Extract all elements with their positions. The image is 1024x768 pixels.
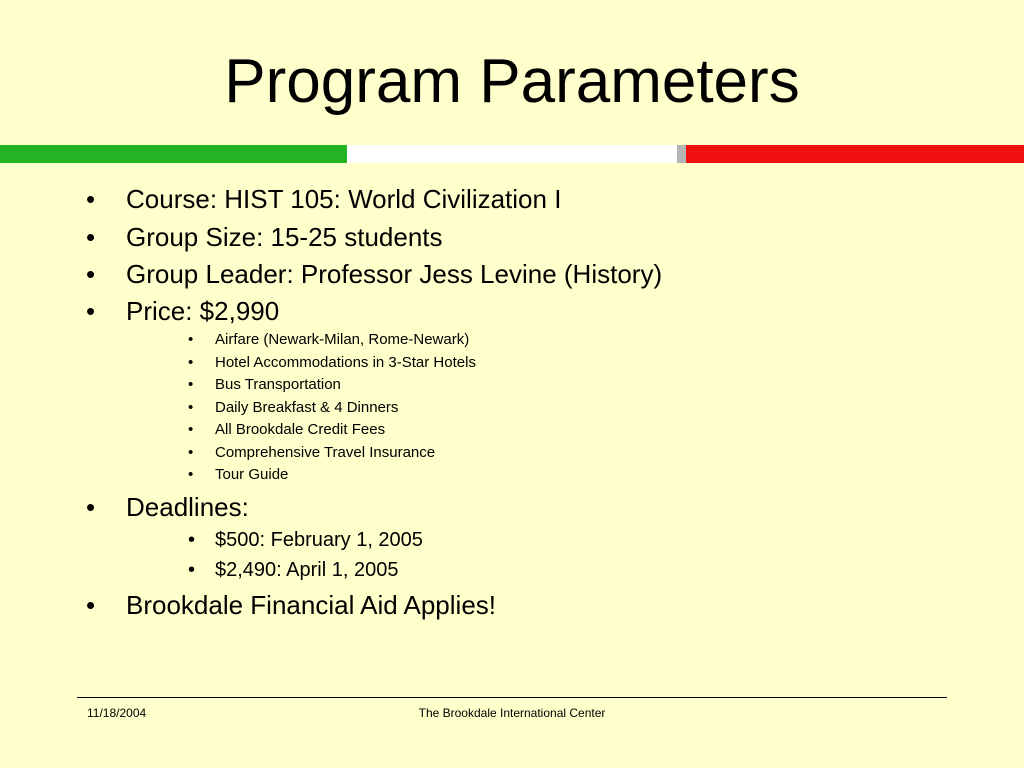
bullet-dot-icon: •	[86, 222, 96, 252]
slide-title: Program Parameters	[224, 47, 800, 116]
bullet-dot-icon: •	[86, 184, 96, 214]
sub-bullet-item	[188, 375, 341, 395]
sub-bullet-item	[188, 527, 423, 553]
bullet-dot-icon: •	[188, 559, 196, 581]
sub-bullet-item	[188, 353, 476, 373]
bullet-item	[86, 588, 497, 622]
bullet-text: Deadlines:	[126, 492, 249, 522]
sub-bullet-text: $2,490: April 1, 2005	[215, 559, 399, 581]
stripe-red	[686, 145, 1024, 163]
stripe-green	[0, 145, 347, 163]
bullet-dot-icon: •	[188, 444, 194, 461]
sub-bullet-text: Comprehensive Travel Insurance	[215, 444, 436, 461]
bullet-dot-icon: •	[86, 590, 96, 620]
sub-bullet-item	[188, 557, 399, 583]
bullet-dot-icon: •	[188, 466, 194, 483]
sub-bullet-item	[188, 420, 386, 440]
bullet-item	[86, 257, 663, 291]
sub-bullet-text: Airfare (Newark-Milan, Rome-Newark)	[215, 331, 470, 348]
bullet-text: Course: HIST 105: World Civilization I	[126, 184, 562, 214]
bullet-dot-icon: •	[86, 259, 96, 289]
stripe-white	[347, 145, 677, 163]
bullet-dot-icon: •	[188, 376, 194, 393]
bullet-item	[86, 220, 443, 254]
bullet-dot-icon: •	[188, 529, 196, 551]
sub-bullet-item	[188, 443, 436, 463]
sub-bullet-text: Daily Breakfast & 4 Dinners	[215, 399, 399, 416]
bullet-text: Price: $2,990	[126, 296, 280, 326]
bullet-dot-icon: •	[188, 354, 194, 371]
sub-bullet-item	[188, 330, 470, 350]
sub-bullet-item	[188, 465, 289, 485]
bullet-text: Group Size: 15-25 students	[126, 222, 443, 252]
footer-divider	[77, 697, 947, 698]
footer-organization: The Brookdale International Center	[418, 706, 606, 720]
sub-bullet-text: All Brookdale Credit Fees	[215, 421, 386, 438]
bullet-text: Group Leader: Professor Jess Levine (History)	[126, 259, 663, 289]
bullet-item	[86, 294, 280, 328]
stripe-gray	[677, 145, 686, 163]
bullet-item	[86, 182, 562, 216]
sub-bullet-text: Hotel Accommodations in 3-Star Hotels	[215, 354, 476, 371]
sub-bullet-text: Bus Transportation	[215, 376, 341, 393]
sub-bullet-text: $500: February 1, 2005	[215, 529, 423, 551]
footer-date: 11/18/2004	[87, 706, 147, 720]
bullet-dot-icon: •	[86, 492, 96, 522]
sub-bullet-item	[188, 398, 399, 418]
sub-bullet-text: Tour Guide	[215, 466, 289, 483]
bullet-dot-icon: •	[188, 421, 194, 438]
bullet-text: Brookdale Financial Aid Applies!	[126, 590, 497, 620]
bullet-dot-icon: •	[86, 296, 96, 326]
bullet-item	[86, 490, 249, 524]
bullet-dot-icon: •	[188, 399, 194, 416]
bullet-dot-icon: •	[188, 331, 194, 348]
